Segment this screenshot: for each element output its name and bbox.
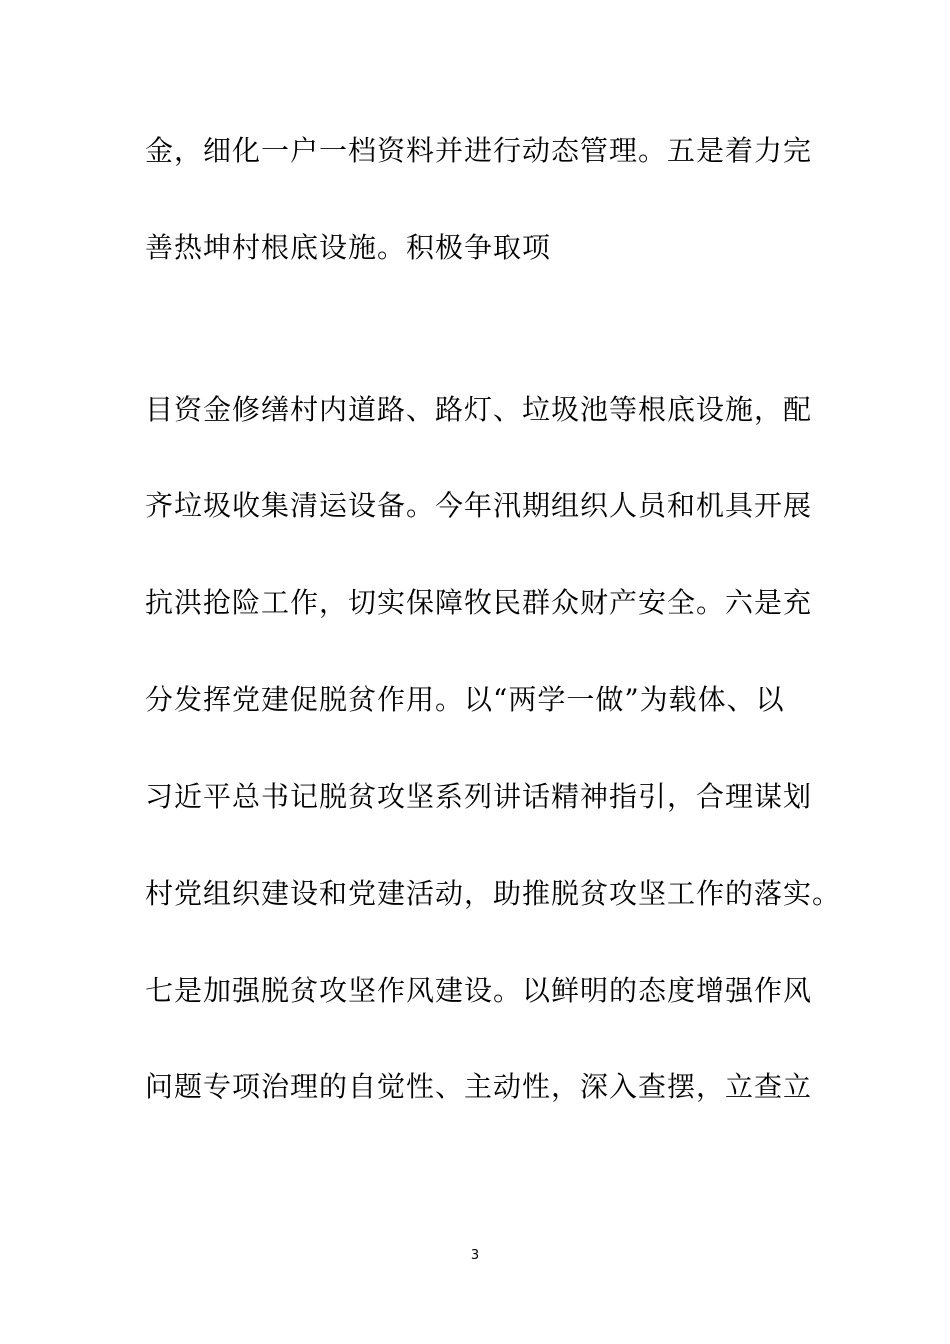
paragraph-line: 问题专项治理的自觉性、主动性，深入查摆，立查立 [145,1070,813,1103]
paragraph-line: 目资金修缮村内道路、路灯、垃圾池等根底设施，配 [145,393,813,426]
page-number: 3 [470,1248,480,1263]
paragraph-line: 村党组织建设和党建活动，助推脱贫攻坚工作的落实。 [145,877,842,910]
paragraph-line: 齐垃圾收集清运设备。今年汛期组织人员和机具开展 [145,489,813,522]
paragraph-line: 习近平总书记脱贫攻坚系列讲话精神指引，合理谋划 [145,780,813,813]
paragraph-line: 善热坤村根底设施。积极争取项 [145,231,552,264]
paragraph-line: 金，细化一户一档资料并进行动态管理。五是着力完 [145,134,813,167]
paragraph-line: 七是加强脱贫攻坚作风建设。以鲜明的态度增强作风 [145,974,813,1007]
paragraph-line: 抗洪抢险工作，切实保障牧民群众财产安全。六是充 [145,586,813,619]
paragraph-line: 分发挥党建促脱贫作用。以“两学一做”为载体、以 [145,683,785,716]
